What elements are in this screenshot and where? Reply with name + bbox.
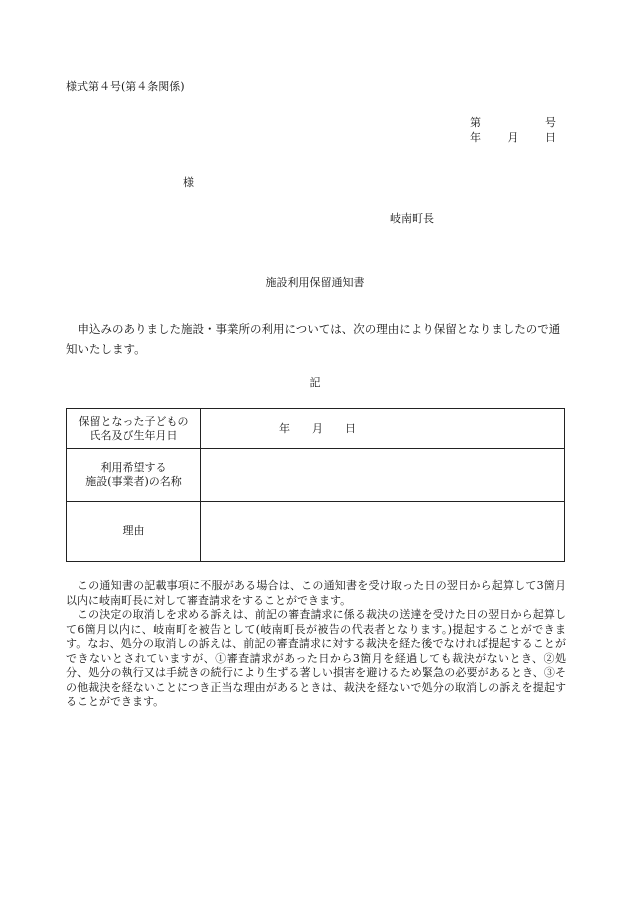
facility-name-label-line2: 施設(事業者)の名称: [85, 474, 182, 488]
record-table: [66, 408, 565, 562]
document-date-day: 日: [545, 131, 556, 144]
birth-year-label: 年: [279, 421, 290, 435]
intro-paragraph: [66, 319, 566, 359]
table-row: [67, 501, 565, 561]
document-date-year: 年: [470, 131, 481, 144]
addressee: 様: [183, 176, 194, 189]
table-row: [67, 409, 565, 449]
form-number: 様式第４号(第４条関係): [66, 80, 185, 93]
table-row: [67, 449, 565, 501]
reason-value: [201, 501, 565, 561]
document-number: [470, 116, 556, 129]
facility-name-value: [201, 449, 565, 501]
reason-label: 理由: [67, 501, 201, 561]
notice-title: 施設利用保留通知書: [265, 276, 365, 289]
appeal-note-2: この決定の取消しを求める訴えは、前記の審査請求に係る裁決の送達を受けた日の翌日から起算して6箇月以内に、岐南町を被告として(岐南町長が被告の代表者となります。)提起することができます。なお、処分の取消しの訴えは、前記の審査請求に対する裁決を経た後でなければ提起することができないとされていますが、①審査請求があった日から3箇月を経過しても裁決がないとき、②処分、処分の執行又は手続きの続行により生ずる著しい損害を避けるため緊急の必要があるとき、③その他裁決を経ないことにつき正当な理由があるときは、裁決を経ないで処分の取消しの訴えを提起することができます。: [66, 608, 566, 708]
birth-day-label: 日: [345, 421, 356, 435]
child-name-birthdate-value: [201, 409, 565, 449]
facility-name-label-line1: 利用希望する: [100, 460, 167, 474]
issuer: 岐南町長: [390, 212, 434, 225]
facility-name-label: [67, 449, 201, 501]
child-name-label-line1: 保留となった子どもの: [78, 414, 189, 428]
child-name-label: [67, 409, 201, 449]
document-number-prefix: 第: [470, 116, 481, 129]
document-date: [470, 131, 556, 144]
intro-text: 申込みのありました施設・事業所の利用については、次の理由により保留となりましたので通知いたします。: [66, 322, 561, 356]
child-name-label-line2: 氏名及び生年月日: [89, 428, 178, 442]
ki-heading: 記: [309, 376, 321, 389]
appeal-note-1: この通知書の記載事項に不服がある場合は、この通知書を受け取った日の翌日から起算して3箇月以内に岐南町長に対して審査請求をすることができます。: [66, 579, 566, 607]
appeal-notes: [66, 579, 566, 710]
document-number-suffix: 号: [545, 116, 556, 129]
birth-month-label: 月: [312, 421, 323, 435]
document-date-month: 月: [507, 131, 519, 144]
